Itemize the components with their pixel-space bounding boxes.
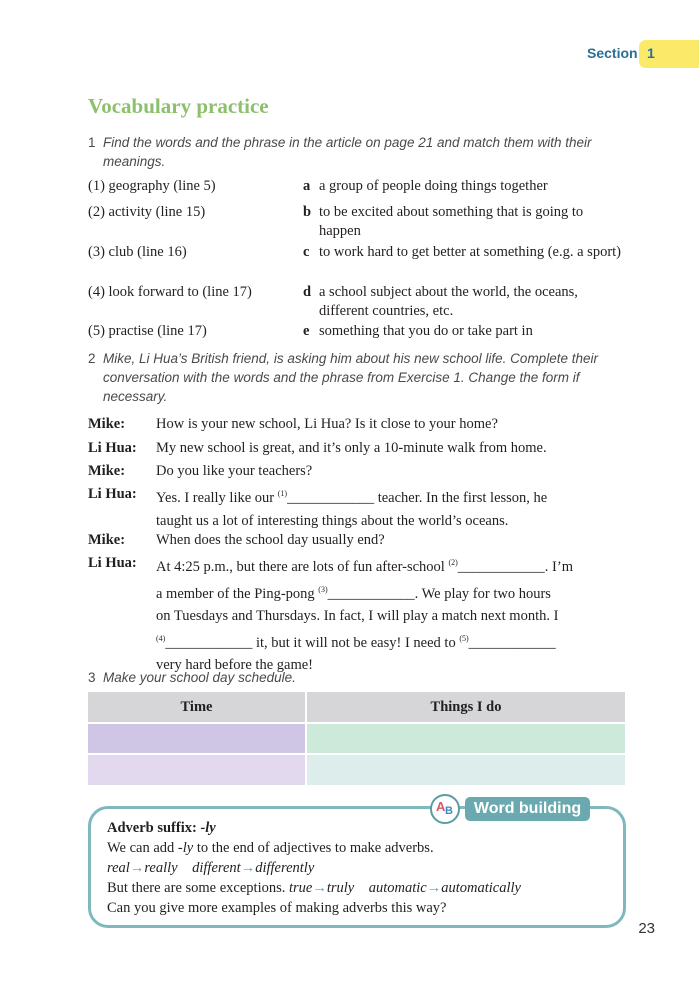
section-number-box <box>639 40 699 68</box>
answer-blank[interactable]: ____________ <box>468 634 556 651</box>
section-tab <box>587 38 699 70</box>
table-row <box>88 754 626 785</box>
time-cell[interactable] <box>88 723 306 754</box>
activity-cell[interactable] <box>306 723 626 754</box>
answer-blank[interactable]: ____________ <box>165 634 253 651</box>
word-building-tag <box>430 794 600 824</box>
exercise-2-instruction: 2 Mike, Li Hua’s British friend, is asking him about his new school life. Complete their conversation with the words and the phrase from Exercise 1. Change the form if necessary. <box>88 351 598 404</box>
word-building-line: We can add -ly to the end of adjectives to make adverbs. <box>107 840 434 856</box>
word-building-label: Word building <box>465 797 590 821</box>
answer-blank[interactable]: ____________ <box>287 490 375 506</box>
word-building-question: Can you give more examples of making adverbs this way? <box>107 900 447 916</box>
section-number: 1 <box>647 45 655 61</box>
arrow-icon: → <box>240 860 256 876</box>
exercise-3-instruction: 3 Make your school day schedule. <box>88 670 296 685</box>
arrow-icon: → <box>312 880 327 896</box>
dialogue-line: Li Hua: At 4:25 p.m., but there are lots of fun after-school $^{(2)}$____________. I’m a member of the Ping-pong $^{(3)}$____________. We play for two hours on Tuesdays and Thursdays. In fact, I will play a match next month. I $^{(4)}$____________ it, but it will not be easy! I need to $^{(5)}$____________ very hard before the game! <box>88 555 573 673</box>
time-cell[interactable] <box>88 754 306 785</box>
word-building-examples: real→really different→differently <box>107 860 315 876</box>
exercise-1-instruction: 1 Find the words and the phrase in the article on page 21 and match them with their meanings. <box>88 135 592 169</box>
answer-blank[interactable]: ____________ <box>457 559 545 575</box>
schedule-table <box>88 692 627 785</box>
word-building-title: Adverb suffix: -ly <box>107 820 216 836</box>
dialogue-line: Li Hua: Yes. I really like our $^{(1)}$____________ teacher. In the first lesson, he taught us a lot of interesting things about the world’s oceans. <box>88 486 548 529</box>
arrow-icon: → <box>426 880 442 896</box>
column-header-time: Time <box>88 692 306 723</box>
table-row <box>88 723 626 754</box>
section-label: Section <box>587 45 638 61</box>
word-building-exceptions: But there are some exceptions. true→truly automatic→automatically <box>107 880 521 896</box>
answer-blank[interactable]: ____________ <box>327 585 415 602</box>
abc-icon: A B <box>430 794 460 824</box>
page-heading: Vocabulary practice <box>88 94 269 118</box>
column-header-things: Things I do <box>306 692 626 723</box>
page-number: 23 <box>638 920 655 937</box>
activity-cell[interactable] <box>306 754 626 785</box>
arrow-icon: → <box>129 860 145 876</box>
